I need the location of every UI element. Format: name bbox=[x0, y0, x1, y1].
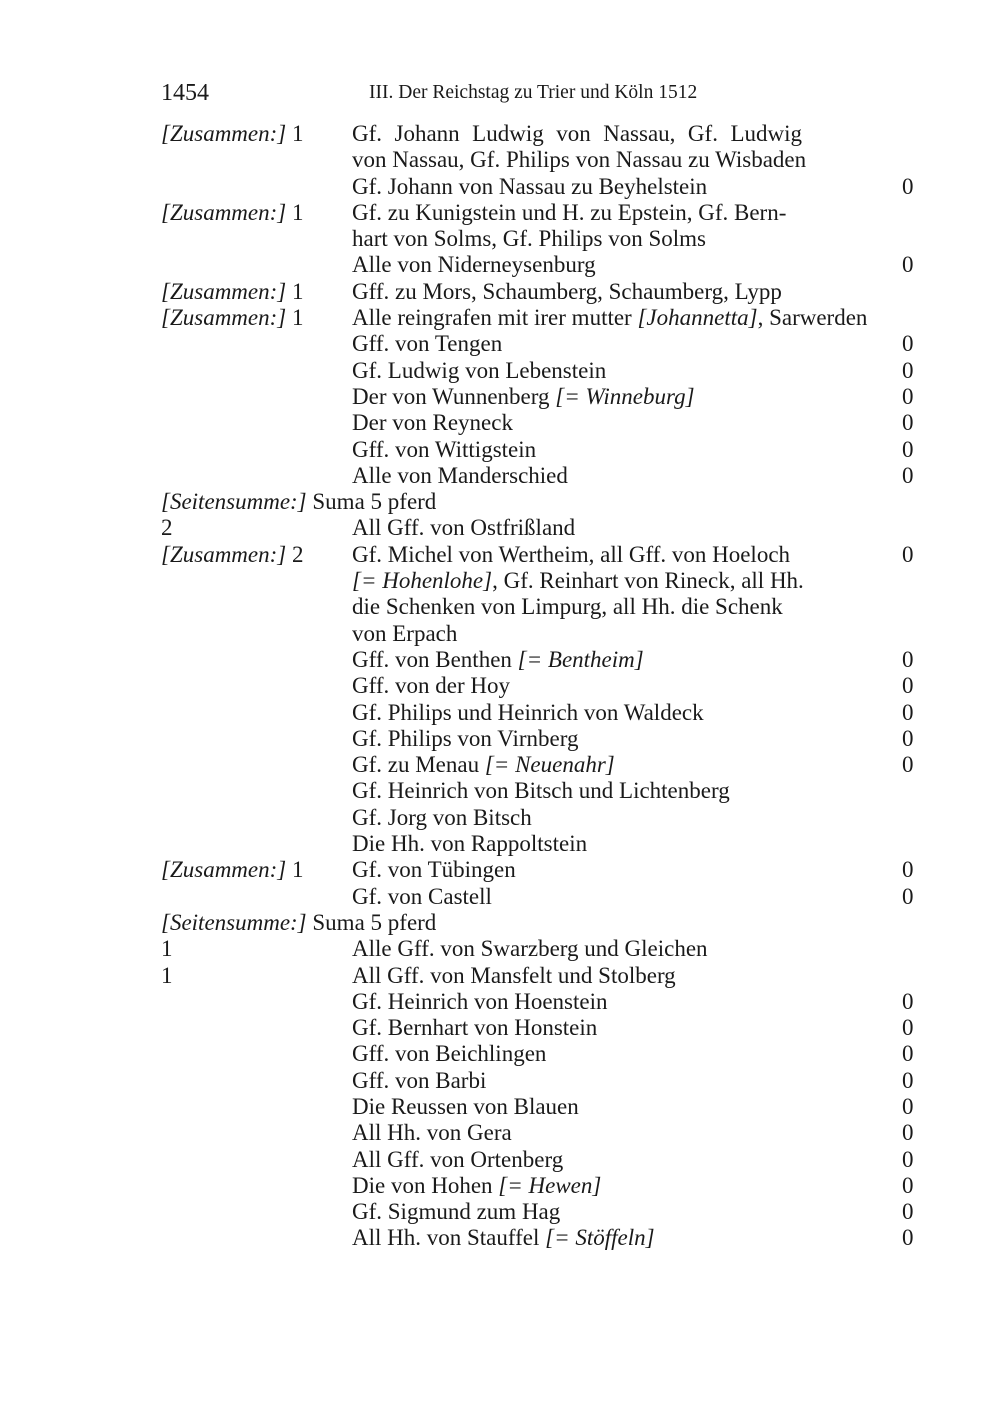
entry-segment: Gff. von Tengen bbox=[352, 331, 503, 357]
register-row bbox=[0, 1147, 1004, 1173]
editor-note: [Zusammen:] bbox=[161, 199, 287, 225]
count-value: 2 bbox=[286, 541, 304, 567]
register-row bbox=[0, 910, 1004, 936]
entry-segment: Alle Gff. von Swarzberg und Gleichen bbox=[352, 936, 708, 962]
page-sum-line bbox=[161, 910, 436, 936]
page-sum-line bbox=[161, 489, 436, 515]
group-count bbox=[161, 542, 303, 568]
editor-identification: [Johannetta] bbox=[637, 305, 758, 331]
entry-segment: Gf. Sigmund zum Hag bbox=[352, 1199, 561, 1225]
entry-segment: Gff. von Benthen bbox=[352, 646, 518, 672]
running-header: III. Der Reichstag zu Trier und Köln 1512 bbox=[369, 82, 698, 103]
contingent-value: 0 bbox=[902, 357, 914, 383]
contingent-value: 0 bbox=[902, 1067, 914, 1093]
entry-text bbox=[352, 331, 502, 357]
sum-text: Suma 5 pferd bbox=[306, 489, 437, 515]
entry-text bbox=[352, 1068, 486, 1094]
group-count bbox=[161, 936, 173, 962]
entry-text bbox=[352, 1225, 655, 1251]
contingent-value: 0 bbox=[902, 1015, 914, 1041]
entry-segment: hart von Solms, Gf. Philips von Solms bbox=[352, 226, 706, 252]
entry-text bbox=[352, 1041, 546, 1067]
register-row bbox=[0, 778, 1004, 804]
count-value: 1 bbox=[161, 936, 173, 962]
register-row bbox=[0, 963, 1004, 989]
entry-text bbox=[352, 515, 575, 541]
entry-text bbox=[352, 594, 783, 620]
entry-segment: Gf. Heinrich von Bitsch und Lichtenberg bbox=[352, 778, 730, 804]
entry-segment: Gf. Jorg von Bitsch bbox=[352, 804, 532, 830]
entry-text bbox=[352, 384, 695, 410]
contingent-value: 0 bbox=[902, 410, 914, 436]
contingent-value: 0 bbox=[902, 462, 914, 488]
editor-note: [Zusammen:] bbox=[161, 857, 287, 883]
editor-note: [Zusammen:] bbox=[161, 305, 287, 331]
group-count bbox=[161, 305, 303, 331]
register-row bbox=[0, 884, 1004, 910]
entry-segment: Gf. Michel von Wertheim, all Gff. von Hoeloch bbox=[352, 541, 791, 567]
count-value: 1 bbox=[286, 857, 304, 883]
contingent-value: 0 bbox=[902, 541, 914, 567]
entry-segment: Gf. Johann von Nassau zu Beyhelstein bbox=[352, 173, 708, 199]
entry-text bbox=[352, 1147, 563, 1173]
contingent-value: 0 bbox=[902, 1199, 914, 1225]
register-row bbox=[0, 647, 1004, 673]
editor-identification: [= Hewen] bbox=[498, 1172, 602, 1198]
entry-text bbox=[352, 752, 615, 778]
entry-segment: Die Hh. von Rappoltstein bbox=[352, 831, 588, 857]
contingent-value: 0 bbox=[902, 1172, 914, 1198]
entry-segment: von Nassau, Gf. Philips von Nassau zu Wisbaden bbox=[352, 147, 807, 173]
register-row bbox=[0, 752, 1004, 778]
register-row bbox=[0, 621, 1004, 647]
entry-segment: Gf. zu Kunigstein und H. zu Epstein, Gf. Bern- bbox=[352, 199, 787, 225]
contingent-value: 0 bbox=[902, 857, 914, 883]
sum-text: Suma 5 pferd bbox=[306, 909, 437, 935]
entry-segment: Gf. Philips und Heinrich von Waldeck bbox=[352, 699, 704, 725]
entry-segment: Gff. von Wittigstein bbox=[352, 436, 537, 462]
entry-text bbox=[352, 568, 804, 594]
entry-text bbox=[352, 673, 510, 699]
entry-text bbox=[352, 410, 513, 436]
entry-text bbox=[352, 936, 708, 962]
entry-text bbox=[352, 147, 806, 173]
entry-text bbox=[352, 174, 707, 200]
register-row bbox=[0, 489, 1004, 515]
register-row bbox=[0, 279, 1004, 305]
register-row bbox=[0, 200, 1004, 226]
register-row bbox=[0, 410, 1004, 436]
register-row bbox=[0, 1015, 1004, 1041]
register-row bbox=[0, 463, 1004, 489]
entry-segment: Gf. von Castell bbox=[352, 883, 492, 909]
contingent-value: 0 bbox=[902, 252, 914, 278]
entry-segment: Gff. zu Mors, Schaumberg, Schaumberg, Lypp bbox=[352, 278, 782, 304]
editor-identification: [= Neuenahr] bbox=[484, 752, 615, 778]
register-row bbox=[0, 384, 1004, 410]
register-row bbox=[0, 437, 1004, 463]
register-row bbox=[0, 989, 1004, 1015]
entry-segment: Gf. Heinrich von Hoenstein bbox=[352, 988, 608, 1014]
register-row bbox=[0, 857, 1004, 883]
group-count bbox=[161, 279, 303, 305]
entry-text bbox=[352, 358, 606, 384]
entry-text bbox=[352, 226, 706, 252]
entry-segment: Der von Reyneck bbox=[352, 410, 513, 436]
register-row bbox=[0, 252, 1004, 278]
contingent-value: 0 bbox=[902, 883, 914, 909]
register-row bbox=[0, 515, 1004, 541]
register-row bbox=[0, 121, 1004, 147]
entry-text bbox=[352, 884, 492, 910]
entry-text bbox=[352, 621, 457, 647]
editor-note: [Seitensumme:] bbox=[161, 489, 307, 515]
entry-segment: Gf. Johann Ludwig von Nassau, Gf. Ludwig bbox=[352, 121, 802, 146]
entry-text bbox=[352, 1173, 601, 1199]
entry-segment: Gff. von Barbi bbox=[352, 1067, 487, 1093]
entry-text bbox=[352, 279, 782, 305]
entry-text bbox=[352, 1094, 579, 1120]
entry-segment: Die von Hohen bbox=[352, 1172, 499, 1198]
editor-note: [Zusammen:] bbox=[161, 541, 287, 567]
contingent-value: 0 bbox=[902, 383, 914, 409]
entry-segment: Alle reingrafen mit irer mutter bbox=[352, 305, 638, 331]
contingent-value: 0 bbox=[902, 752, 914, 778]
entry-segment: von Erpach bbox=[352, 620, 458, 646]
entry-segment: Gf. zu Menau bbox=[352, 752, 485, 778]
entry-text bbox=[352, 700, 704, 726]
register-row bbox=[0, 594, 1004, 620]
count-value: 1 bbox=[286, 121, 304, 146]
editor-identification: [= Hohenlohe] bbox=[352, 568, 493, 594]
count-value: 1 bbox=[286, 305, 304, 331]
count-value: 1 bbox=[161, 962, 173, 988]
register-row bbox=[0, 1225, 1004, 1251]
register-row bbox=[0, 331, 1004, 357]
register-row bbox=[0, 1199, 1004, 1225]
entry-text bbox=[352, 463, 568, 489]
register-row bbox=[0, 805, 1004, 831]
editor-note: [Seitensumme:] bbox=[161, 909, 307, 935]
group-count bbox=[161, 963, 173, 989]
contingent-value: 0 bbox=[902, 725, 914, 751]
count-value: 1 bbox=[286, 278, 304, 304]
entry-text bbox=[352, 1015, 597, 1041]
entry-text bbox=[352, 647, 644, 673]
contingent-value: 0 bbox=[902, 1093, 914, 1119]
editor-note: [Zusammen:] bbox=[161, 278, 287, 304]
register-row bbox=[0, 1041, 1004, 1067]
entry-segment: Gf. von Tübingen bbox=[352, 857, 516, 883]
entry-segment: Gf. Philips von Virnberg bbox=[352, 725, 579, 751]
entry-text bbox=[352, 252, 596, 278]
contingent-value: 0 bbox=[902, 988, 914, 1014]
entry-text bbox=[352, 805, 532, 831]
editor-identification: [= Stöffeln] bbox=[545, 1225, 655, 1251]
register-row bbox=[0, 1068, 1004, 1094]
entry-text bbox=[352, 989, 608, 1015]
register-row bbox=[0, 358, 1004, 384]
entry-segment: All Gff. von Mansfelt und Stolberg bbox=[352, 962, 676, 988]
register-row bbox=[0, 1120, 1004, 1146]
entry-segment: , Gf. Reinhart von Rineck, all Hh. bbox=[492, 568, 804, 594]
contingent-value: 0 bbox=[902, 173, 914, 199]
contingent-value: 0 bbox=[902, 331, 914, 357]
contingent-value: 0 bbox=[902, 436, 914, 462]
entry-segment: Gff. von Beichlingen bbox=[352, 1041, 547, 1067]
entry-segment: Der von Wunnenberg bbox=[352, 383, 556, 409]
register-row bbox=[0, 700, 1004, 726]
entry-text bbox=[352, 857, 516, 883]
register-row bbox=[0, 568, 1004, 594]
entry-segment: All Hh. von Gera bbox=[352, 1120, 512, 1146]
register-row bbox=[0, 542, 1004, 568]
register-list bbox=[0, 121, 1004, 1252]
register-row bbox=[0, 936, 1004, 962]
register-row bbox=[0, 831, 1004, 857]
entry-text bbox=[352, 1199, 560, 1225]
group-count bbox=[161, 857, 303, 883]
contingent-value: 0 bbox=[902, 1120, 914, 1146]
entry-text bbox=[352, 437, 536, 463]
contingent-value: 0 bbox=[902, 1041, 914, 1067]
entry-segment: Die Reussen von Blauen bbox=[352, 1093, 579, 1119]
contingent-value: 0 bbox=[902, 646, 914, 672]
contingent-value: 0 bbox=[902, 1146, 914, 1172]
editor-identification: [= Winneburg] bbox=[555, 383, 695, 409]
group-count bbox=[161, 200, 303, 226]
entry-text bbox=[352, 121, 802, 147]
editor-identification: [= Bentheim] bbox=[517, 646, 644, 672]
register-row bbox=[0, 305, 1004, 331]
entry-segment: All Gff. von Ortenberg bbox=[352, 1146, 564, 1172]
group-count bbox=[161, 121, 303, 147]
entry-text bbox=[352, 1120, 512, 1146]
entry-text bbox=[352, 305, 867, 331]
count-value: 2 bbox=[161, 515, 173, 541]
entry-text bbox=[352, 726, 579, 752]
entry-segment: Gf. Bernhart von Honstein bbox=[352, 1015, 598, 1041]
entry-segment: die Schenken von Limpurg, all Hh. die Schenk bbox=[352, 594, 783, 620]
register-row bbox=[0, 673, 1004, 699]
entry-segment: Gff. von der Hoy bbox=[352, 673, 510, 699]
group-count bbox=[161, 515, 173, 541]
entry-segment: Alle von Niderneysenburg bbox=[352, 252, 596, 278]
editor-note: [Zusammen:] bbox=[161, 121, 287, 146]
entry-segment: Alle von Manderschied bbox=[352, 462, 568, 488]
count-value: 1 bbox=[286, 199, 304, 225]
entry-text bbox=[352, 831, 587, 857]
register-row bbox=[0, 726, 1004, 752]
entry-segment: All Gff. von Ostfrißland bbox=[352, 515, 576, 541]
register-row bbox=[0, 147, 1004, 173]
entry-text bbox=[352, 200, 786, 226]
entry-text bbox=[352, 542, 790, 568]
page-number: 1454 bbox=[161, 80, 209, 106]
entry-segment: Gf. Ludwig von Lebenstein bbox=[352, 357, 607, 383]
entry-text bbox=[352, 963, 676, 989]
register-row bbox=[0, 226, 1004, 252]
register-row bbox=[0, 1173, 1004, 1199]
contingent-value: 0 bbox=[902, 699, 914, 725]
register-row bbox=[0, 1094, 1004, 1120]
contingent-value: 0 bbox=[902, 1225, 914, 1251]
entry-segment: All Hh. von Stauffel bbox=[352, 1225, 546, 1251]
entry-text bbox=[352, 778, 730, 804]
entry-segment: , Sarwerden bbox=[757, 305, 868, 331]
register-row bbox=[0, 174, 1004, 200]
contingent-value: 0 bbox=[902, 673, 914, 699]
